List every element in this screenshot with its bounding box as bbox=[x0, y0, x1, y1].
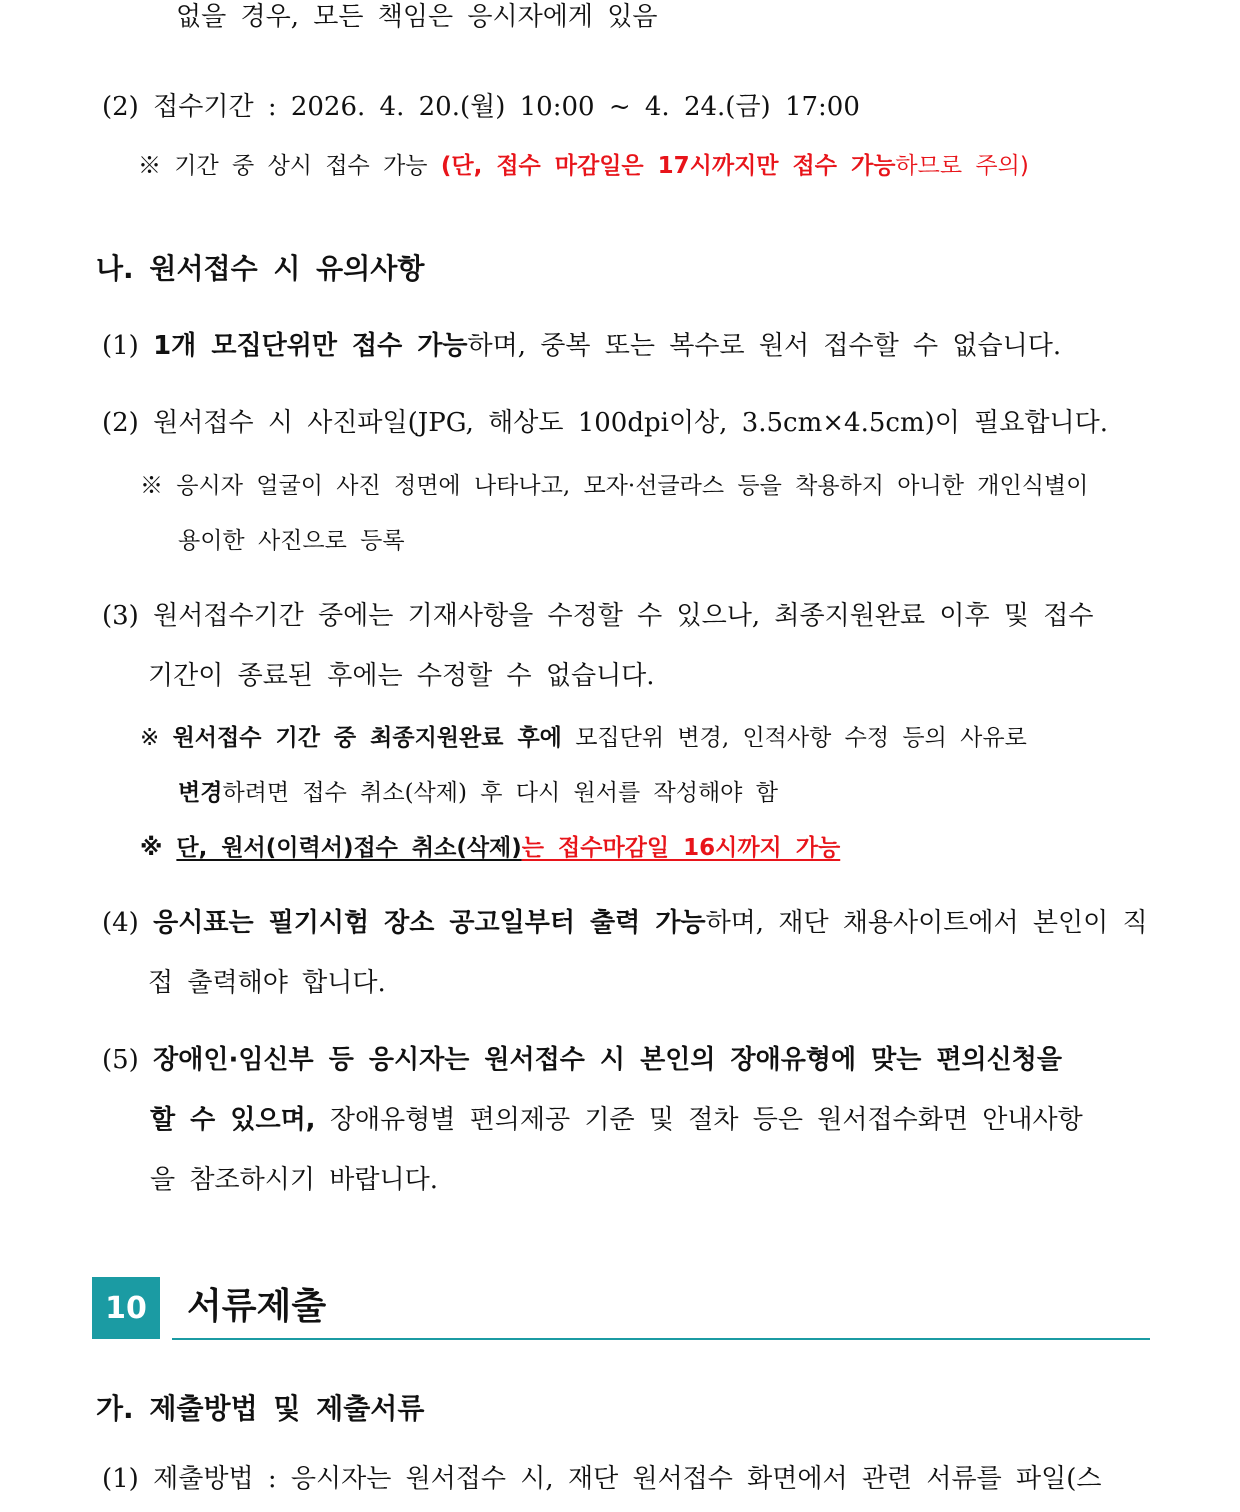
item3-note1-line2 bbox=[178, 776, 778, 810]
item1-emphasis: 1개 모집단위만 접수 가능 bbox=[153, 331, 468, 361]
period-note bbox=[138, 149, 1029, 183]
item-number: (1) bbox=[102, 331, 154, 361]
item-number: (5) bbox=[102, 1045, 154, 1075]
item4-text: 하며, 재단 채용사이트에서 본인이 직 bbox=[705, 908, 1148, 938]
period-note-prefix: ※ 기간 중 상시 접수 가능 bbox=[138, 153, 441, 179]
item5-emphasis: 장애인·임신부 등 응시자는 원서접수 시 본인의 장애유형에 맞는 편의신청을 bbox=[153, 1045, 1062, 1075]
item1-text: 하며, 중복 또는 복수로 원서 접수할 수 없습니다. bbox=[467, 331, 1062, 361]
notice-item-3-line2: 기간이 종료된 후에는 수정할 수 없습니다. bbox=[148, 661, 655, 691]
notice-item-4-line1 bbox=[102, 906, 1148, 940]
section-divider bbox=[172, 1338, 1150, 1340]
section-title: 서류제출 bbox=[187, 1286, 327, 1327]
section-heading-na: 나. 원서접수 시 유의사항 bbox=[96, 252, 425, 285]
item3-note2-black: 단, 원서(이력서)접수 취소(삭제) bbox=[176, 835, 522, 861]
notice-item-3-line1: (3) 원서접수기간 중에는 기재사항을 수정할 수 있으나, 최종지원완료 이후 및 접수 bbox=[102, 601, 1094, 631]
notice-item-4-line2: 접 출력해야 합니다. bbox=[148, 968, 386, 998]
note-mark: ※ bbox=[140, 725, 173, 751]
application-period: (2) 접수기간 : 2026. 4. 20.(월) 10:00 ~ 4. 24.(금) 17:00 bbox=[102, 92, 860, 122]
item3-note1-line1 bbox=[140, 721, 1027, 755]
period-note-tail: 하므로 주의) bbox=[895, 153, 1029, 179]
notice-item-1 bbox=[102, 329, 1061, 363]
notice-item-5-line3: 을 참조하시기 바랍니다. bbox=[150, 1165, 438, 1195]
note-mark: ※ bbox=[140, 835, 177, 861]
item3-note1-text: 모집단위 변경, 인적사항 수정 등의 사유로 bbox=[561, 725, 1027, 751]
continued-text: 없을 경우, 모든 책임은 응시자에게 있음 bbox=[176, 2, 658, 32]
item5-l2-text: 장애유형별 편의제공 기준 및 절차 등은 원서접수화면 안내사항 bbox=[315, 1105, 1083, 1135]
item4-emphasis: 응시표는 필기시험 장소 공고일부터 출력 가능 bbox=[153, 908, 706, 938]
period-note-deadline: 단, 접수 마감일은 17시까지만 접수 가능 bbox=[451, 153, 896, 179]
period-note-open: ( bbox=[440, 153, 452, 179]
item3-note1-l2-text: 하려면 접수 취소(삭제) 후 다시 원서를 작성해야 함 bbox=[222, 780, 778, 806]
item5-l2-emphasis: 할 수 있으며, bbox=[150, 1105, 316, 1135]
section-number-badge: 10 bbox=[92, 1277, 160, 1339]
section-heading-ga: 가. 제출방법 및 제출서류 bbox=[96, 1392, 425, 1425]
item2-note-line1: ※ 응시자 얼굴이 사진 정면에 나타나고, 모자·선글라스 등을 착용하지 아니한 개인식별이 bbox=[140, 473, 1089, 499]
item3-note1-emphasis: 원서접수 기간 중 최종지원완료 후에 bbox=[172, 725, 562, 751]
item3-note2-red: 는 접수마감일 16시까지 가능 bbox=[521, 835, 841, 861]
submission-item-1: (1) 제출방법 : 응시자는 원서접수 시, 재단 원서접수 화면에서 관련 서류를 파일(스 bbox=[102, 1464, 1102, 1494]
item3-note1-l2-emphasis: 변경 bbox=[178, 780, 223, 806]
notice-item-5-line2 bbox=[150, 1103, 1083, 1137]
item3-note2 bbox=[140, 831, 840, 865]
item2-note-line2: 용이한 사진으로 등록 bbox=[178, 528, 405, 554]
notice-item-2: (2) 원서접수 시 사진파일(JPG, 해상도 100dpi이상, 3.5cm×4.5cm)이 필요합니다. bbox=[102, 408, 1108, 438]
item-number: (4) bbox=[102, 908, 154, 938]
notice-item-5-line1 bbox=[102, 1043, 1062, 1077]
